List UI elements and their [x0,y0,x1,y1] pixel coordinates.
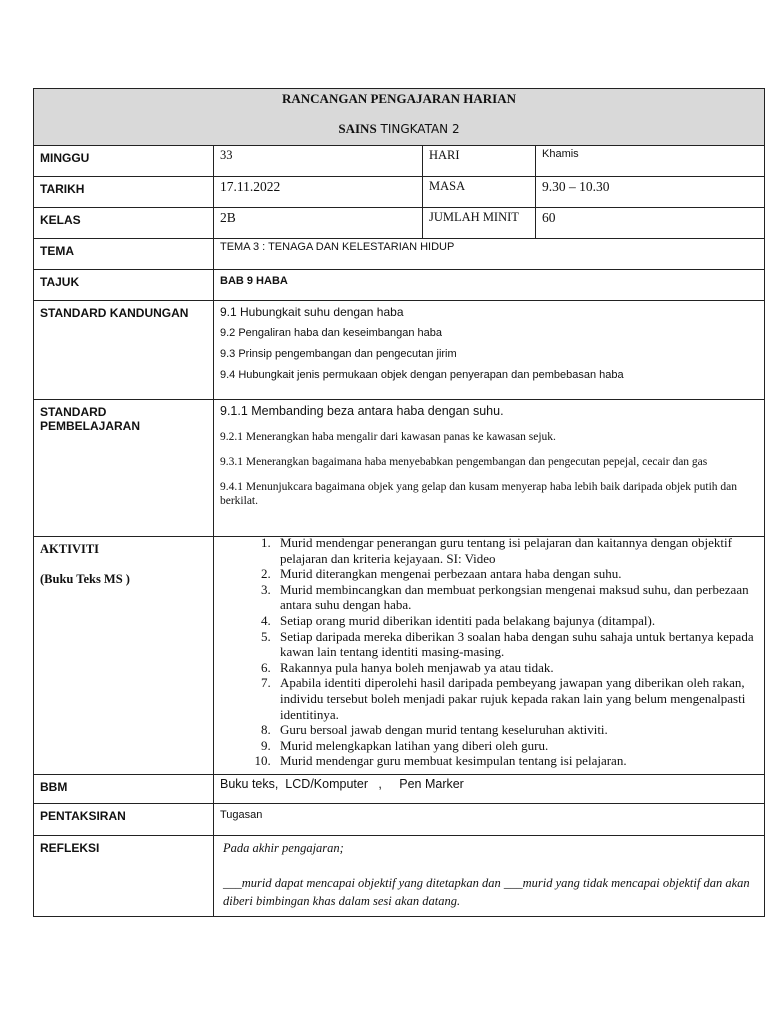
standard-kandungan-item: 9.3 Prinsip pengembangan dan pengecutan jirim [220,348,457,360]
standard-pembelajaran-row [34,400,765,537]
standard-kandungan-item: 9.1 Hubungkait suhu dengan haba [220,305,404,319]
aktiviti-item: 5. Setiap daripada mereka diberikan 3 soalan haba dengan suhu sahaja untuk bertanya kepada kawan lain tentang identiti masing-masing. [274,629,758,660]
tajuk-label: TAJUK [34,270,214,301]
subject-level: TINGKATAN 2 [376,122,460,136]
refleksi-intro: Pada akhir pengajaran; [223,841,344,855]
aktiviti-item: 7. Apabila identiti diperolehi hasil daripada pembeyang jawapan yang diberikan oleh rakan, individu tersebut boleh menjadi pakar rujuk kepada rakan lain yang belum mengenalpasti identitinya. [274,675,758,722]
aktiviti-label-cell [34,537,214,775]
tajuk-row [34,270,765,301]
tarikh-row [34,177,765,208]
aktiviti-row [34,537,765,775]
minggu-row [34,146,765,177]
standard-kandungan-label: STANDARD KANDUNGAN [34,301,214,400]
tema-row [34,239,765,270]
standard-pembelajaran-label: STANDARD PEMBELAJARAN [34,400,214,537]
standard-pembelajaran-list [214,400,765,537]
refleksi-row [34,836,765,917]
bbm-value: Buku teks, LCD/Komputer , Pen Marker [214,775,765,804]
standard-kandungan-list [214,301,765,400]
standard-kandungan-item: 9.2 Pengaliran haba dan keseimbangan haba [220,327,443,339]
lesson-plan-table [33,88,765,917]
standard-pembelajaran-item: 9.4.1 Menunjukcara bagaimana objek yang gelap dan kusam menyerap haba lebih baik daripada objek putih dan berkilat. [220,481,738,507]
aktiviti-item: 10. Murid mendengar guru membuat kesimpulan tentang isi pelajaran. [274,753,758,769]
masa-label: MASA [423,177,536,208]
aktiviti-label: AKTIVITI [40,542,100,556]
aktiviti-item: 1. Murid mendengar penerangan guru tentang isi pelajaran dan kaitannya dengan objektif pelajaran dan kriteria kejayaan. SI: Video [274,535,758,566]
standard-kandungan-row [34,301,765,400]
standard-pembelajaran-item: 9.1.1 Membanding beza antara haba dengan suhu. [220,404,504,418]
kelas-label: KELAS [34,208,214,239]
standard-pembelajaran-item: 9.2.1 Menerangkan haba mengalir dari kawasan panas ke kawasan sejuk. [220,431,556,443]
bbm-label: BBM [34,775,214,804]
refleksi-text: ___murid dapat mencapai objektif yang ditetapkan dan ___murid yang tidak mencapai objektif dan akan diberi bimbingan khas dalam sesi akan datang. [223,876,750,908]
bbm-row [34,775,765,804]
kelas-row [34,208,765,239]
aktiviti-item: 8. Guru bersoal jawab dengan murid tentang keseluruhan aktiviti. [274,722,758,738]
refleksi-label: REFLEKSI [34,836,214,917]
masa-value: 9.30 – 10.30 [536,177,765,208]
subject-title [34,121,764,137]
aktiviti-cell [214,537,765,775]
aktiviti-sublabel: (Buku Teks MS ) [40,572,130,586]
pentaksiran-value: Tugasan [214,804,765,836]
kelas-value: 2B [214,208,423,239]
title-row [34,89,765,146]
aktiviti-item: 3. Murid membincangkan dan membuat perkongsian mengenai maksud suhu, dan perbezaan antara suhu dengan haba. [274,582,758,613]
refleksi-cell [214,836,765,917]
aktiviti-item: 4. Setiap orang murid diberikan identiti pada belakang bajunya (ditampal). [274,613,758,629]
title-cell [34,89,765,146]
minggu-label: MINGGU [34,146,214,177]
minggu-value: 33 [214,146,423,177]
subject-name: SAINS [338,121,377,136]
aktiviti-item: 9. Murid melengkapkan latihan yang diberi oleh guru. [274,738,758,754]
tarikh-label: TARIKH [34,177,214,208]
aktiviti-list [220,535,758,769]
tajuk-value: BAB 9 HABA [214,270,765,301]
tema-label: TEMA [34,239,214,270]
hari-value: Khamis [536,146,765,177]
aktiviti-item: 2. Murid diterangkan mengenai perbezaan antara haba dengan suhu. [274,566,758,582]
standard-pembelajaran-item: 9.3.1 Menerangkan bagaimana haba menyebabkan pengembangan dan pengecutan pepejal, cecair dan gas [220,456,708,468]
pentaksiran-label: PENTAKSIRAN [34,804,214,836]
jumlah-minit-value: 60 [536,208,765,239]
page-title: RANCANGAN PENGAJARAN HARIAN [282,91,516,106]
tarikh-value: 17.11.2022 [214,177,423,208]
aktiviti-item: 6. Rakannya pula hanya boleh menjawab ya atau tidak. [274,660,758,676]
standard-kandungan-item: 9.4 Hubungkait jenis permukaan objek dengan penyerapan dan pembebasan haba [220,369,624,381]
pentaksiran-row [34,804,765,836]
tema-value: TEMA 3 : TENAGA DAN KELESTARIAN HIDUP [214,239,765,270]
hari-label: HARI [423,146,536,177]
jumlah-minit-label: JUMLAH MINIT [423,208,536,239]
